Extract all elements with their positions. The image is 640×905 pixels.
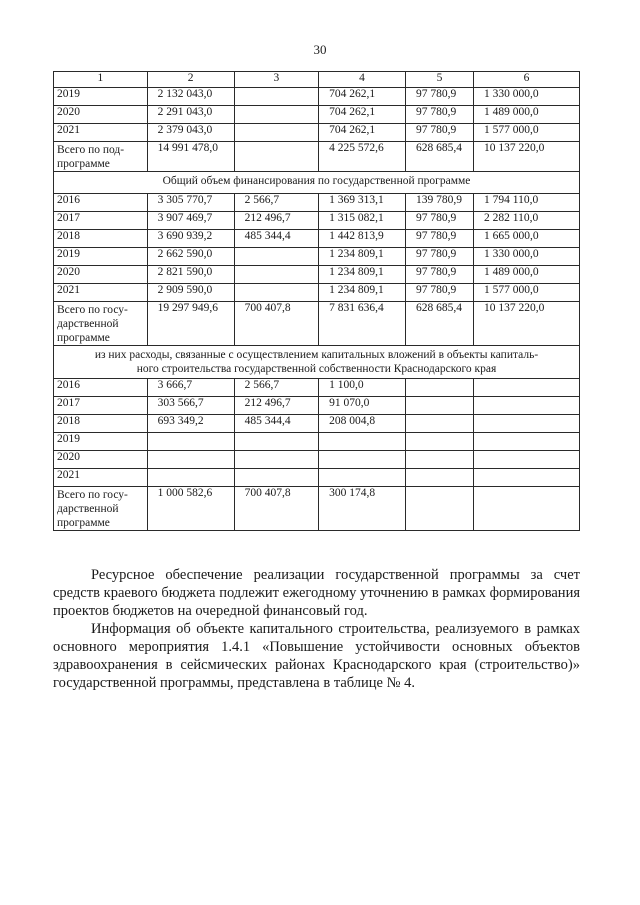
header-cell: 5 [406,72,474,88]
value-cell: 704 262,1 [319,106,406,124]
value-cell: 4 225 572,6 [319,142,406,172]
table-row [54,266,580,284]
value-cell: 212 496,7 [234,212,318,230]
table-row [54,415,580,433]
table-row [54,284,580,302]
value-cell: 10 137 220,0 [474,142,580,172]
value-cell: 97 780,9 [406,212,474,230]
value-cell [406,397,474,415]
row-label-cell: 2017 [54,397,148,415]
value-cell: 19 297 949,6 [147,302,234,346]
value-cell: 485 344,4 [234,230,318,248]
value-cell: 700 407,8 [234,302,318,346]
header-cell: 4 [319,72,406,88]
table-row [54,194,580,212]
value-cell: 91 070,0 [319,397,406,415]
value-cell [474,397,580,415]
value-cell: 1 234 809,1 [319,284,406,302]
value-cell: 139 780,9 [406,194,474,212]
value-cell: 1 330 000,0 [474,248,580,266]
value-cell: 303 566,7 [147,397,234,415]
value-cell [234,469,318,487]
value-cell: 10 137 220,0 [474,302,580,346]
value-cell [406,415,474,433]
value-cell: 97 780,9 [406,230,474,248]
value-cell: 693 349,2 [147,415,234,433]
financing-table [53,71,580,531]
value-cell [319,433,406,451]
row-label-cell: Всего по госу- дарственной программе [54,487,148,531]
value-cell: 485 344,4 [234,415,318,433]
value-cell [406,469,474,487]
value-cell: 3 690 939,2 [147,230,234,248]
value-cell [319,451,406,469]
value-cell: 1 330 000,0 [474,88,580,106]
row-label-cell: 2020 [54,451,148,469]
value-cell [234,88,318,106]
value-cell [319,469,406,487]
value-cell [234,284,318,302]
value-cell [474,379,580,397]
row-label-cell: Всего по под- программе [54,142,148,172]
row-label-cell: 2016 [54,379,148,397]
value-cell [406,451,474,469]
row-label-cell: 2020 [54,266,148,284]
row-label-cell: 2020 [54,106,148,124]
value-cell: 2 291 043,0 [147,106,234,124]
table-row [54,88,580,106]
value-cell: 7 831 636,4 [319,302,406,346]
value-cell [234,106,318,124]
row-label-cell: 2021 [54,469,148,487]
value-cell: 2 379 043,0 [147,124,234,142]
value-cell: 97 780,9 [406,124,474,142]
table-row [54,433,580,451]
value-cell: 1 489 000,0 [474,106,580,124]
header-cell: 3 [234,72,318,88]
value-cell: 3 907 469,7 [147,212,234,230]
value-cell [474,415,580,433]
value-cell: 212 496,7 [234,397,318,415]
value-cell [406,487,474,531]
value-cell: 704 262,1 [319,88,406,106]
header-cell: 1 [54,72,148,88]
value-cell: 2 821 590,0 [147,266,234,284]
row-label-cell: 2018 [54,415,148,433]
value-cell: 300 174,8 [319,487,406,531]
value-cell [234,266,318,284]
value-cell [234,451,318,469]
value-cell: 97 780,9 [406,88,474,106]
value-cell [234,124,318,142]
value-cell: 2 566,7 [234,194,318,212]
table-row [54,451,580,469]
value-cell: 3 305 770,7 [147,194,234,212]
value-cell [474,451,580,469]
value-cell: 628 685,4 [406,142,474,172]
header-cell: 2 [147,72,234,88]
row-label-cell: 2016 [54,194,148,212]
table-row [54,142,580,172]
value-cell [406,379,474,397]
value-cell [474,487,580,531]
section-title-capital-investment-row [54,346,580,379]
table-row [54,212,580,230]
row-label-cell: 2019 [54,248,148,266]
value-cell: 14 991 478,0 [147,142,234,172]
table-row [54,106,580,124]
row-label-cell: 2019 [54,88,148,106]
value-cell: 2 132 043,0 [147,88,234,106]
value-cell [406,433,474,451]
table-row [54,248,580,266]
value-cell: 1 577 000,0 [474,284,580,302]
value-cell: 1 234 809,1 [319,248,406,266]
table-row [54,487,580,531]
table-row [54,379,580,397]
row-label-cell: 2021 [54,284,148,302]
value-cell: 1 442 813,9 [319,230,406,248]
paragraph-capital-construction-info: Информация об объекте капитального строительства, реализуемого в рамках основного мероприятия 1.4.1 «Повышение устойчивости основных объектов здравоохранения в сейсмических районах Краснодарского края (строительство)» государственной программы, представлена в таблице № 4. [53,621,580,691]
value-cell: 97 780,9 [406,266,474,284]
value-cell: 97 780,9 [406,284,474,302]
table-row [54,469,580,487]
value-cell [234,142,318,172]
value-cell [147,433,234,451]
value-cell: 700 407,8 [234,487,318,531]
value-cell: 2 909 590,0 [147,284,234,302]
row-label-cell: 2019 [54,433,148,451]
value-cell: 1 665 000,0 [474,230,580,248]
value-cell: 97 780,9 [406,106,474,124]
table-row [54,302,580,346]
row-label-cell: 2018 [54,230,148,248]
value-cell: 1 489 000,0 [474,266,580,284]
value-cell [147,451,234,469]
value-cell: 208 004,8 [319,415,406,433]
row-label-cell: Всего по госу- дарственной программе [54,302,148,346]
table-row [54,397,580,415]
value-cell [234,433,318,451]
value-cell: 2 282 110,0 [474,212,580,230]
value-cell: 1 577 000,0 [474,124,580,142]
table-row [54,124,580,142]
value-cell: 1 369 313,1 [319,194,406,212]
value-cell: 704 262,1 [319,124,406,142]
page-number: 30 [313,42,327,57]
row-label-cell: 2021 [54,124,148,142]
value-cell: 97 780,9 [406,248,474,266]
section-title-total-financing-row [54,172,580,194]
section-title-total-financing: Общий объем финансирования по государственной программе [54,172,580,194]
value-cell: 1 234 809,1 [319,266,406,284]
section-title-capital-investment: из них расходы, связанные с осуществлением капитальных вложений в объекты капиталь- ного строительства государственной собственности Краснодарского края [54,346,580,379]
value-cell [474,469,580,487]
paragraph-resource-provision: Ресурсное обеспечение реализации государственной программы за счет средств краевого бюджета подлежит ежегодному уточнению в рамках формирования проектов бюджетов на очередной финансовый год. [53,567,580,619]
header-cell: 6 [474,72,580,88]
value-cell: 2 662 590,0 [147,248,234,266]
row-label-cell: 2017 [54,212,148,230]
table-header-row [54,72,580,88]
value-cell: 2 566,7 [234,379,318,397]
value-cell: 1 794 110,0 [474,194,580,212]
value-cell [474,433,580,451]
value-cell: 1 100,0 [319,379,406,397]
value-cell: 628 685,4 [406,302,474,346]
value-cell [147,469,234,487]
value-cell: 1 000 582,6 [147,487,234,531]
value-cell [234,248,318,266]
value-cell: 1 315 082,1 [319,212,406,230]
table-row [54,230,580,248]
value-cell: 3 666,7 [147,379,234,397]
